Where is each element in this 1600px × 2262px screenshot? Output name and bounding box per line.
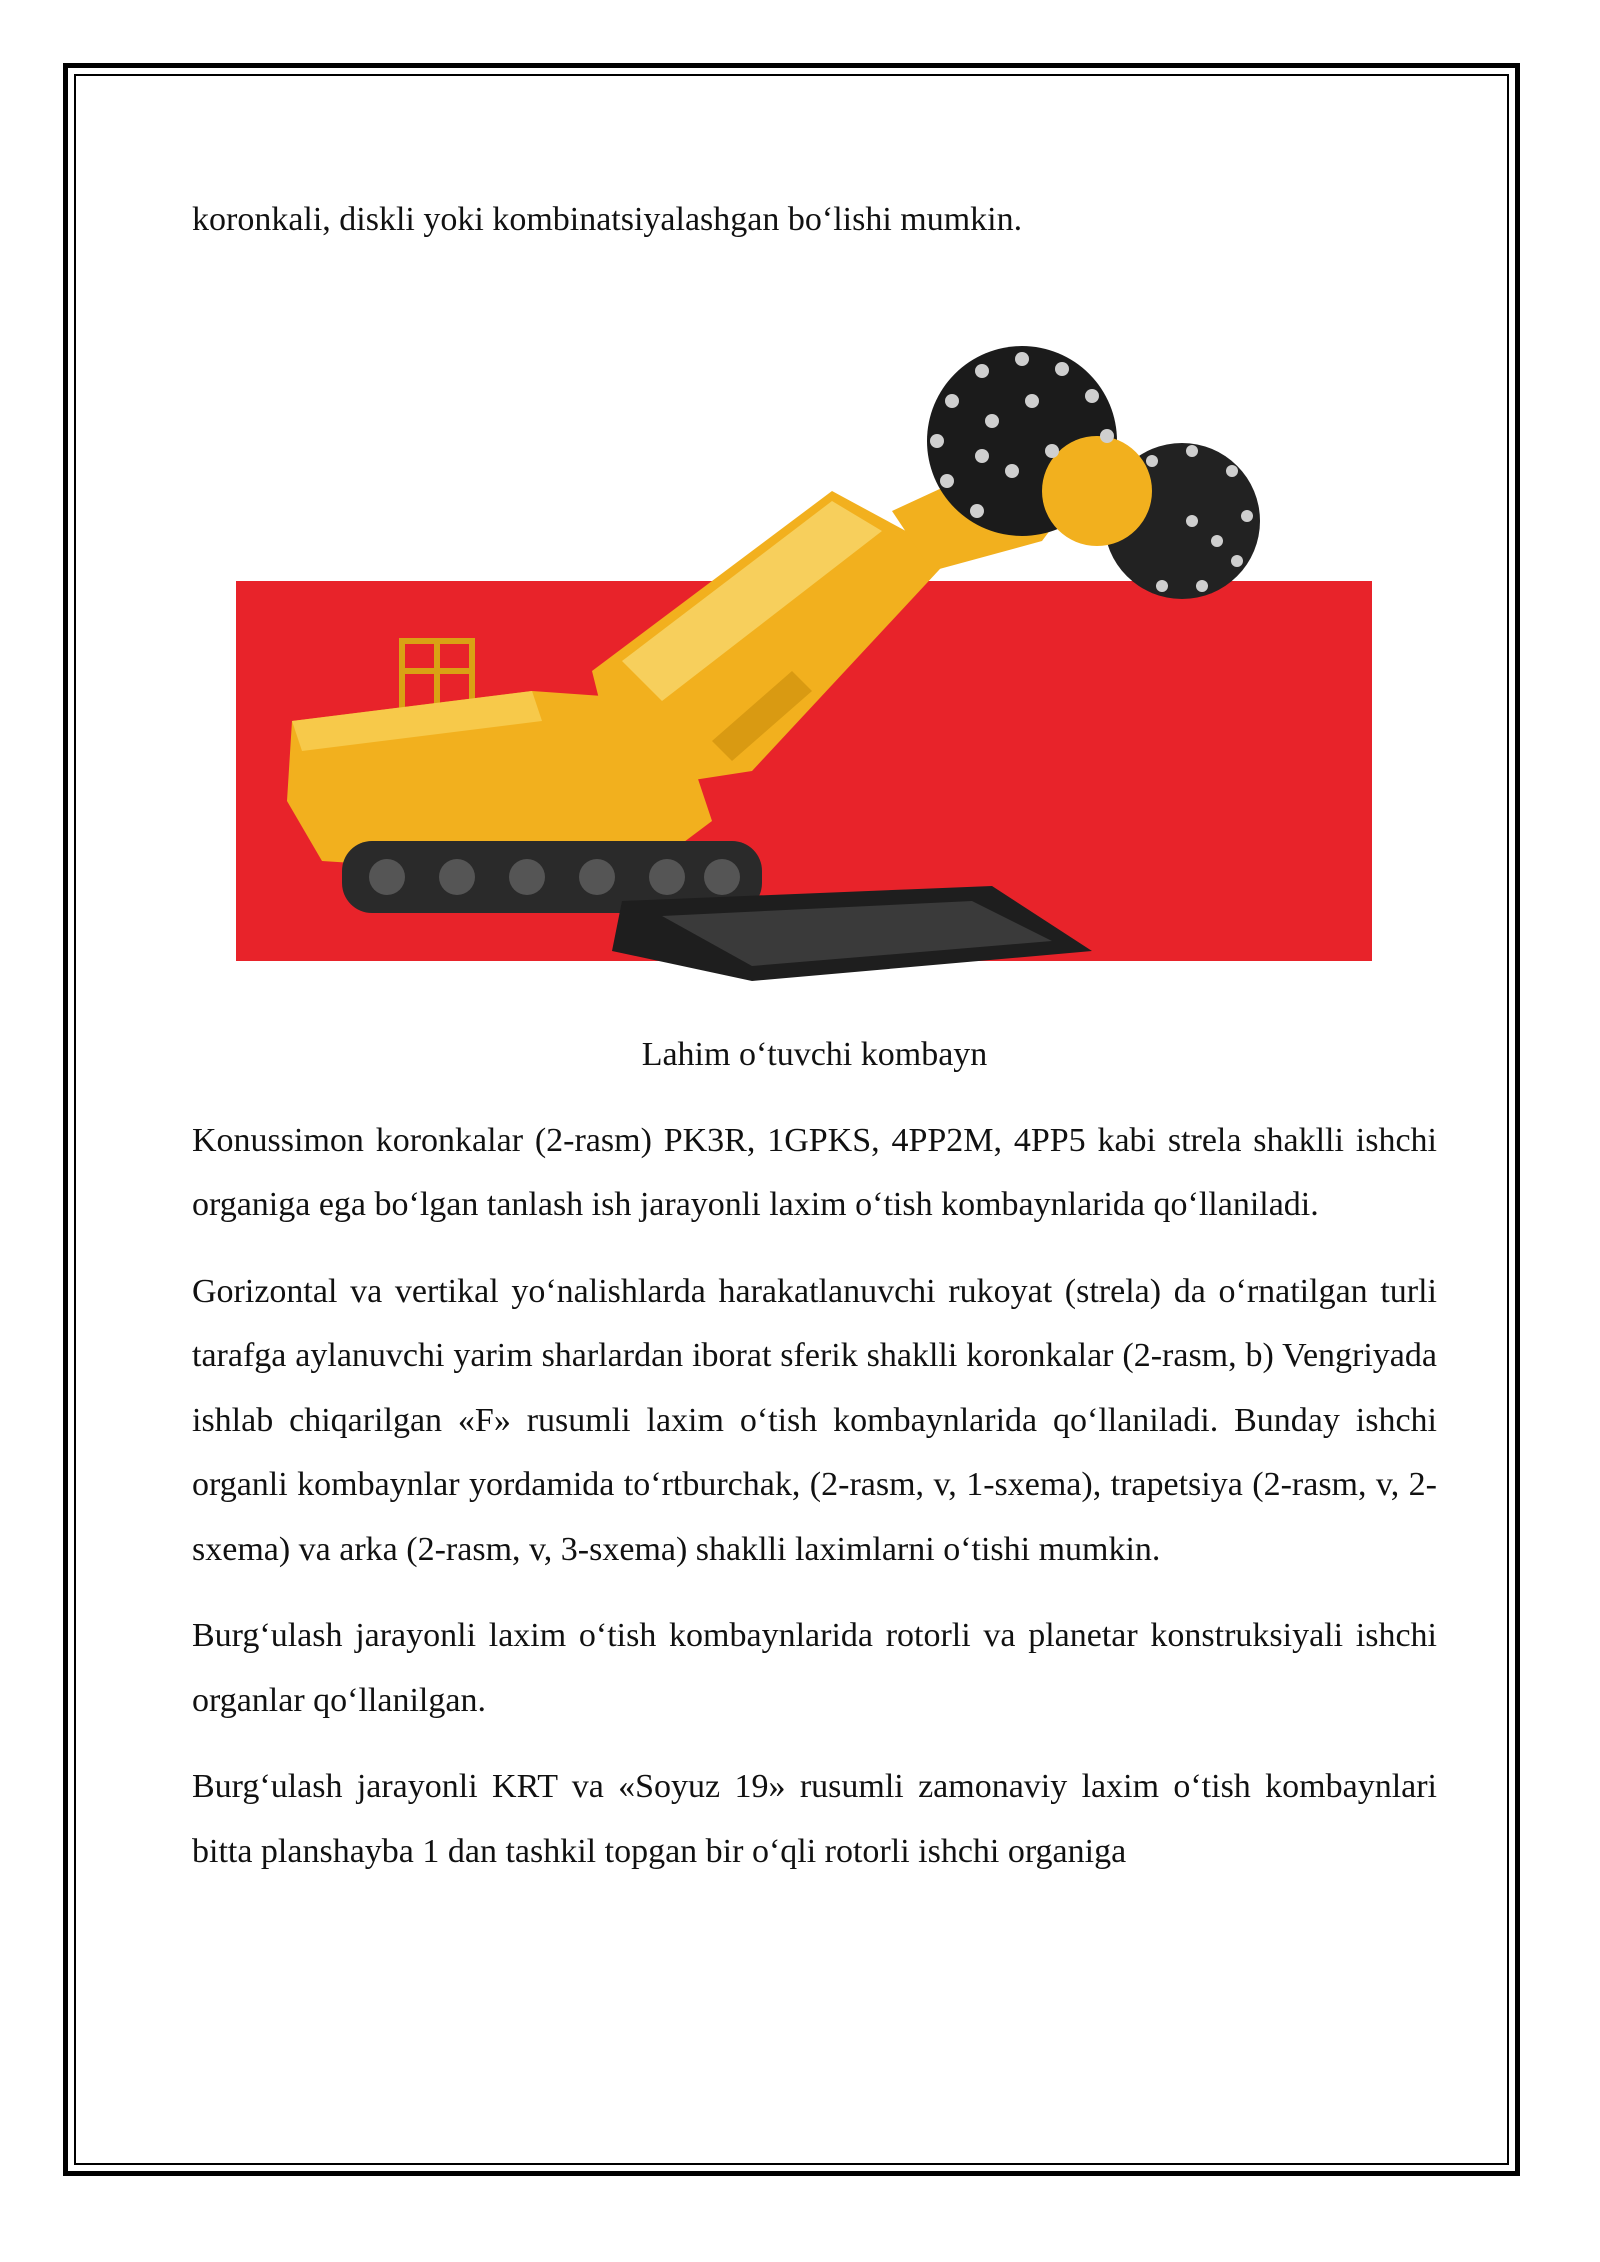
figure-caption: Lahim o‘tuvchi kombayn (641, 1035, 988, 1073)
paragraph-2: Gorizontal va vertikal yo‘nalishlarda harakatlanuvchi rukoyat (strela) da o‘rnatilgan turli tarafga aylanuvchi yarim sharlardan iborat sferik shaklli koronkalar (2-rasm, b) Vengriyada ishlab chiqarilgan «F» rusumli laxim o‘tish kombaynlarida qo‘llaniladi. Bunday ishchi organli kombaynlar yordamida to‘rtburchak, (2-rasm, v, 1-sxema), trapetsiya (2-rasm, v, 2-sxema) va arka (2-rasm, v, 3-sxema) shaklli laximlarni o‘tishi mumkin. (192, 1272, 1437, 1568)
figure-tunnel-combine (192, 341, 1437, 1001)
tunnel-combine-machine-image (192, 341, 1437, 1001)
lead-line: koronkali, diskli yoki kombinatsiyalashgan bo‘lishi mumkin. (192, 201, 1023, 238)
paragraph-3: Burg‘ulash jarayonli laxim o‘tish kombaynlarida rotorli va planetar konstruksiyali ishchi organlar qo‘llanilgan. (192, 1617, 1437, 1719)
paragraph-4: Burg‘ulash jarayonli KRT va «Soyuz 19» rusumli zamonaviy laxim o‘tish kombaynlari bitta planshayba 1 dan tashkil topgan bir o‘qli rotorli ishchi organiga (192, 1768, 1437, 1870)
paragraph-1: Konussimon koronkalar (2-rasm) PK3R, 1GPKS, 4PP2M, 4PP5 kabi strela shaklli ishchi organiga ega bo‘lgan tanlash ish jarayonli laxim o‘tish kombaynlarida qo‘llaniladi. (192, 1121, 1437, 1223)
page-content (192, 188, 1437, 1906)
